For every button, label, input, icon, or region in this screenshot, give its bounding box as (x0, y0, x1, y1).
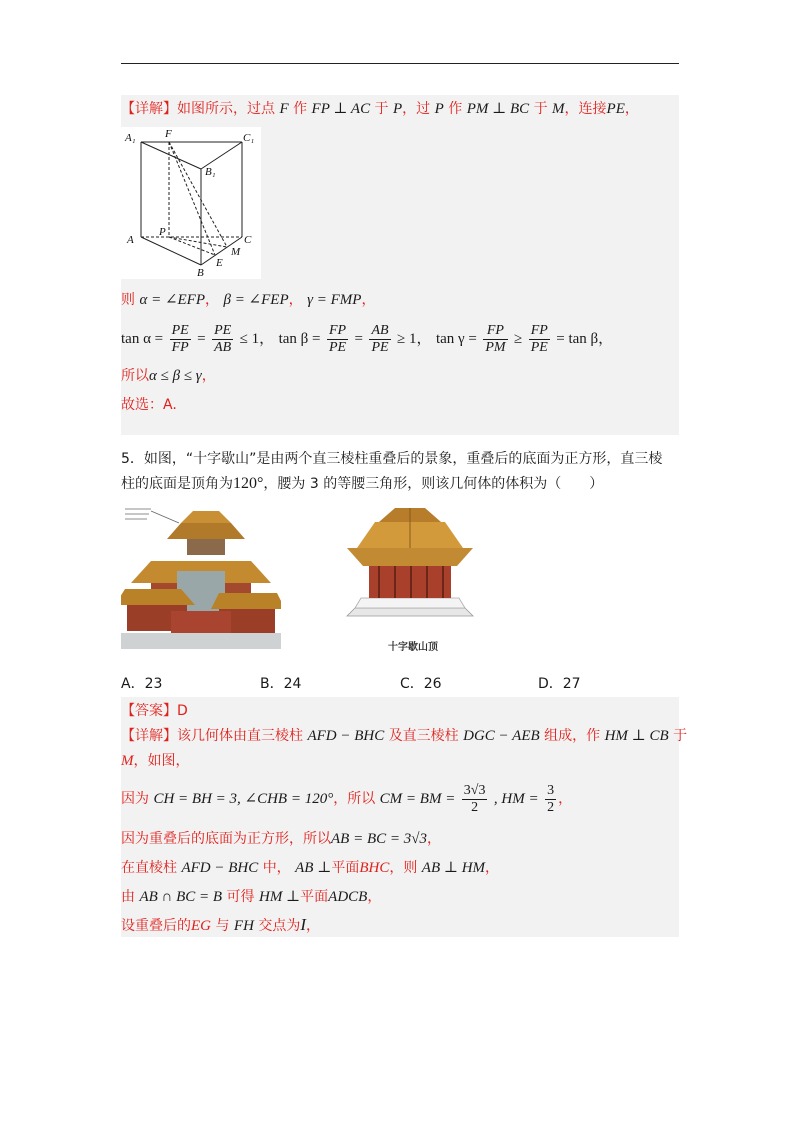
cross-gable-roof-illustration (345, 504, 475, 622)
detail2-line-7: 设重叠后的EG 与 FH 交点为I， (121, 915, 321, 934)
question5-line2: 柱的底面是顶角为120°，腰为 3 的等腰三角形，则该几何体的体积为（ ） (121, 475, 604, 492)
frac-ab-pe: $\frac{AB}{PE}$ (371, 322, 389, 355)
choose-line: 故选：A. (121, 397, 177, 413)
frac-pe-ab: $\frac{PE}{AB}$ (214, 322, 232, 355)
detail2-line-4: 因为重叠后的底面为正方形，所以AB = BC = 3√3， (121, 831, 441, 847)
label-C: C (244, 234, 252, 246)
annotation-lines (125, 509, 179, 523)
illustration-caption: 十字歇山顶 (388, 642, 438, 653)
frac-fp-pe-2: $\frac{FP}{PE}$ (530, 322, 548, 355)
tan-line: tan α = $\frac{PE}{FP}$ = $\frac{PE}{AB}$ ≤ 1， tan β = $\frac{FP}{PE}$ = $\frac{AB}{PE}$ ≥ 1， tan γ = $\frac{FP}{PM}$ ≥ $\frac{FP}{PE}$ = tan β， (121, 322, 614, 355)
lower-eave (347, 548, 473, 566)
detail-tag: 【详解】 (121, 101, 177, 117)
detail2-line-6: 由 AB ∩ BC = B 可得 HM ⊥平面ADCB， (121, 889, 382, 905)
question5-line1: 5．如图，“十字歇山”是由两个直三棱柱重叠后的景象，重叠后的底面为正方形，直三棱 (121, 451, 663, 467)
label-A: A (127, 234, 134, 246)
label-C1: C₁ (243, 132, 255, 144)
answer-value: D (177, 703, 188, 719)
choice-d[interactable]: D．27 (538, 676, 581, 692)
detail2-line-3: 因为 CH = BH = 3, ∠CHB = 120°，所以 CM = BM = $\frac{3√3}{2}$ , HM = $\frac{3}{2}$ ， (121, 782, 573, 815)
choice-b[interactable]: B．24 (260, 676, 302, 692)
frac-pe-fp: $\frac{PE}{FP}$ (171, 322, 189, 355)
label-A1: A₁ (125, 132, 136, 144)
label-M: M (231, 246, 241, 258)
detail2-line-5: 在直棱柱 AFD − BHC 中， AB ⊥平面BHC，则 AB ⊥ HM， (121, 860, 500, 876)
frac-fp-pe: $\frac{FP}{PE}$ (328, 322, 347, 355)
detail2-line-2: M，如图， (121, 753, 190, 769)
angles-line: 则 α = ∠EFP， β = ∠FEP， γ = FMP， (121, 292, 376, 308)
label-B1: B₁ (205, 166, 216, 178)
base-platform (121, 633, 281, 649)
prism-figure (121, 127, 261, 279)
answer-tag: 【答案】 (121, 703, 177, 719)
so-line: 所以α ≤ β ≤ γ， (121, 368, 216, 384)
label-E: E (216, 257, 223, 269)
top-roof (167, 523, 245, 539)
detail-line-1: 【详解】如图所示，过点 F 作 FP ⊥ AC 于 P，过 P 作 PM ⊥ BC 于 M，连接PE， (121, 101, 639, 117)
label-F: F (165, 128, 172, 140)
detail2-line-1: 【详解】该几何体由直三棱柱 AFD − BHC 及直三棱柱 DGC − AEB 组成，作 HM ⊥ CB 于 (121, 728, 688, 744)
answer-line (121, 701, 188, 721)
label-P: P (159, 226, 166, 238)
choice-a[interactable]: A．23 (121, 676, 163, 692)
frac-fp-pm: $\frac{FP}{PM}$ (485, 322, 506, 355)
label-B: B (197, 267, 204, 279)
choice-c[interactable]: C．26 (400, 676, 442, 692)
frac-3sqrt3-2: $\frac{3√3}{2}$ (463, 782, 486, 815)
platform (347, 608, 473, 616)
header-rule (121, 63, 679, 64)
cross-gable-cutaway-illustration (121, 501, 281, 661)
frac-3-2: $\frac{3}{2}$ (547, 782, 555, 815)
